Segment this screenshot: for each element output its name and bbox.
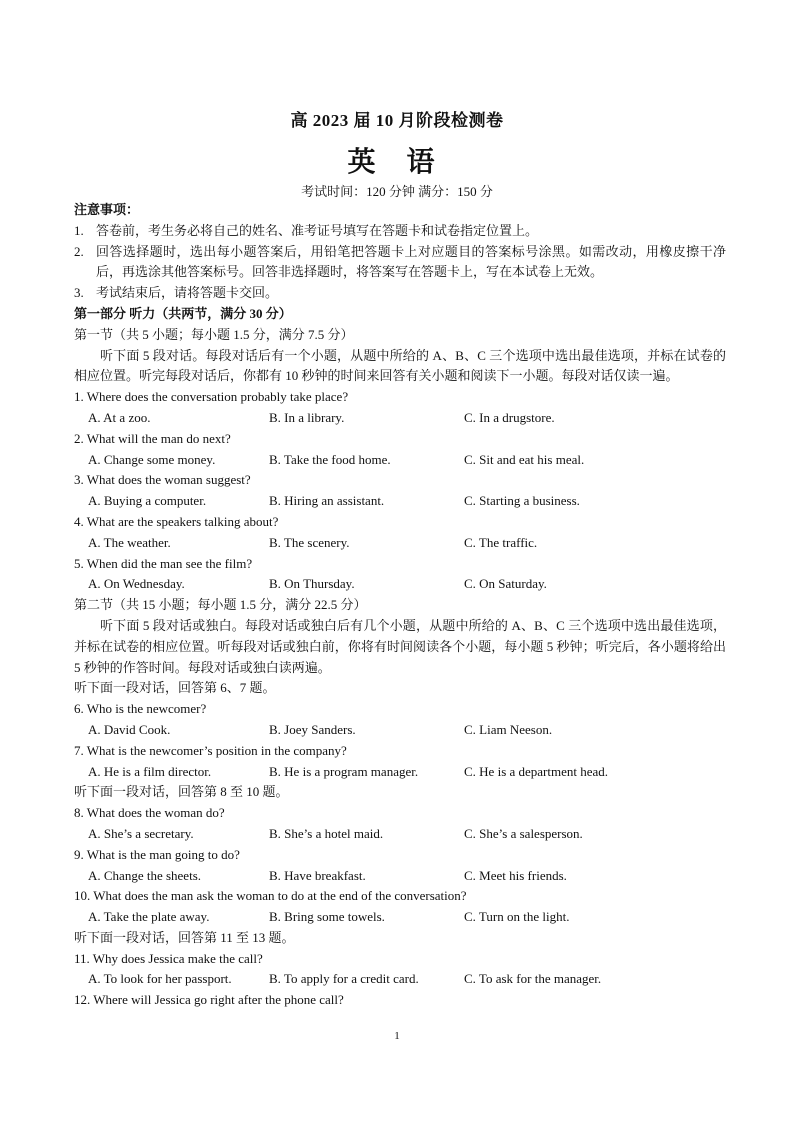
question-stem: 3. What does the woman suggest? (74, 472, 251, 488)
option-b: B. On Thursday. (269, 576, 355, 592)
question-options (74, 720, 726, 741)
option-c: C. To ask for the manager. (464, 971, 602, 987)
option-c: C. Turn on the light. (464, 909, 570, 925)
question-options (74, 491, 726, 512)
option-b: B. She’s a hotel maid. (269, 825, 384, 841)
notice-number: 2. (74, 243, 84, 259)
question-options (74, 762, 726, 783)
section1-instructions: 听下面 5 段对话。每段对话后有一个小题，从题中所给的 A、B、C 三个选项中选出最佳选项，并标在试卷的相应位置。听完每段对话后，你都有 10 秒钟的时间来回答有关小题和阅读下一小题。每段对话仅读一遍。 (74, 347, 726, 384)
question-options (74, 450, 726, 471)
notice-item (74, 242, 726, 284)
option-a: A. At a zoo. (88, 409, 151, 425)
question-options (74, 408, 726, 429)
option-b: B. The scenery. (269, 534, 350, 550)
option-c: C. Sit and eat his meal. (464, 451, 585, 467)
question-stem: 8. What does the woman do? (74, 805, 225, 821)
notice-text: 答卷前，考生务必将自己的姓名、准考证号填写在答题卡和试卷指定位置上。 (96, 222, 539, 238)
option-c: C. Liam Neeson. (464, 721, 553, 737)
option-a: A. Change the sheets. (88, 867, 202, 883)
question-options (74, 533, 726, 554)
option-a: A. Buying a computer. (88, 493, 207, 509)
option-a: A. She’s a secretary. (88, 825, 194, 841)
question-stem: 2. What will the man do next? (74, 430, 231, 446)
option-b: B. Bring some towels. (269, 909, 385, 925)
section2-heading: 第二节（共 15 小题；每小题 1.5 分，满分 22.5 分） (74, 597, 367, 613)
question-stem: 10. What does the man ask the woman to do at the end of the conversation? (74, 888, 467, 904)
option-c: C. Starting a business. (464, 493, 580, 509)
question-stem: 4. What are the speakers talking about? (74, 513, 279, 529)
notice-item (74, 221, 726, 242)
option-b: B. In a library. (269, 409, 345, 425)
section1-heading: 第一节（共 5 小题；每小题 1.5 分，满分 7.5 分） (74, 326, 354, 342)
option-a: A. To look for her passport. (88, 971, 232, 987)
question-options (74, 907, 726, 928)
question-stem: 12. Where will Jessica go right after the phone call? (74, 992, 344, 1008)
question-stem: 11. Why does Jessica make the call? (74, 950, 263, 966)
option-c: C. She’s a salesperson. (464, 825, 583, 841)
question-stem: 5. When did the man see the film? (74, 555, 253, 571)
notice-item (74, 283, 726, 304)
notice-text: 考试结束后，请将答题卡交回。 (96, 285, 279, 301)
option-b: B. To apply for a credit card. (269, 971, 419, 987)
notice-heading: 注意事项： (74, 202, 140, 217)
option-a: A. David Cook. (88, 721, 171, 737)
option-a: A. Change some money. (88, 451, 216, 467)
question-options (74, 969, 726, 990)
dialogue-cue: 听下面一段对话，回答第 8 至 10 题。 (74, 784, 289, 800)
exam-body (74, 200, 726, 1011)
exam-meta: 考试时间：120 分钟 满分：150 分 (301, 184, 493, 199)
option-c: C. Meet his friends. (464, 867, 567, 883)
option-a: A. The weather. (88, 534, 171, 550)
option-b: B. Have breakfast. (269, 867, 366, 883)
option-c: C. The traffic. (464, 534, 538, 550)
subject-title: 英 语 (347, 147, 447, 178)
option-b: B. Joey Sanders. (269, 721, 356, 737)
notice-number: 1. (74, 222, 84, 238)
question-options (74, 574, 726, 595)
section2-instructions: 听下面 5 段对话或独白。每段对话或独白后有几个小题，从题中所给的 A、B、C 三个选项中选出最佳选项，并标在试卷的相应位置。听每段对话或独白前，你将有时间阅读各个小题，每小题 5 秒钟；听完后，各小题将给出 5 秒钟的作答时间。每段对话或独白读两遍。 (74, 617, 726, 675)
option-a: A. Take the plate away. (88, 909, 210, 925)
question-options (74, 866, 726, 887)
option-b: B. Take the food home. (269, 451, 391, 467)
option-b: B. He is a program manager. (269, 763, 419, 779)
notice-text: 回答选择题时，选出每小题答案后，用铅笔把答题卡上对应题目的答案标号涂黑。如需改动，用橡皮擦干净后，再选涂其他答案标号。回答非选择题时，将答案写在答题卡上，写在本试卷上无效。 (96, 243, 726, 280)
dialogue-cue: 听下面一段对话，回答第 11 至 13 题。 (74, 929, 295, 945)
option-a: A. On Wednesday. (88, 576, 185, 592)
option-c: C. On Saturday. (464, 576, 547, 592)
option-b: B. Hiring an assistant. (269, 493, 385, 509)
question-stem: 6. Who is the newcomer? (74, 701, 207, 717)
page-number: 1 (394, 1030, 400, 1042)
question-stem: 7. What is the newcomer’s position in the company? (74, 742, 347, 758)
dialogue-cue: 听下面一段对话，回答第 6、7 题。 (74, 680, 276, 696)
question-stem: 9. What is the man going to do? (74, 846, 240, 862)
part1-heading: 第一部分 听力（共两节，满分 30 分） (74, 305, 292, 321)
question-stem: 1. Where does the conversation probably take place? (74, 389, 349, 405)
option-a: A. He is a film director. (88, 763, 212, 779)
exam-title: 高 2023 届 10 月阶段检测卷 (290, 111, 504, 130)
option-c: C. In a drugstore. (464, 409, 555, 425)
question-options (74, 824, 726, 845)
option-c: C. He is a department head. (464, 763, 609, 779)
notice-number: 3. (74, 285, 84, 301)
